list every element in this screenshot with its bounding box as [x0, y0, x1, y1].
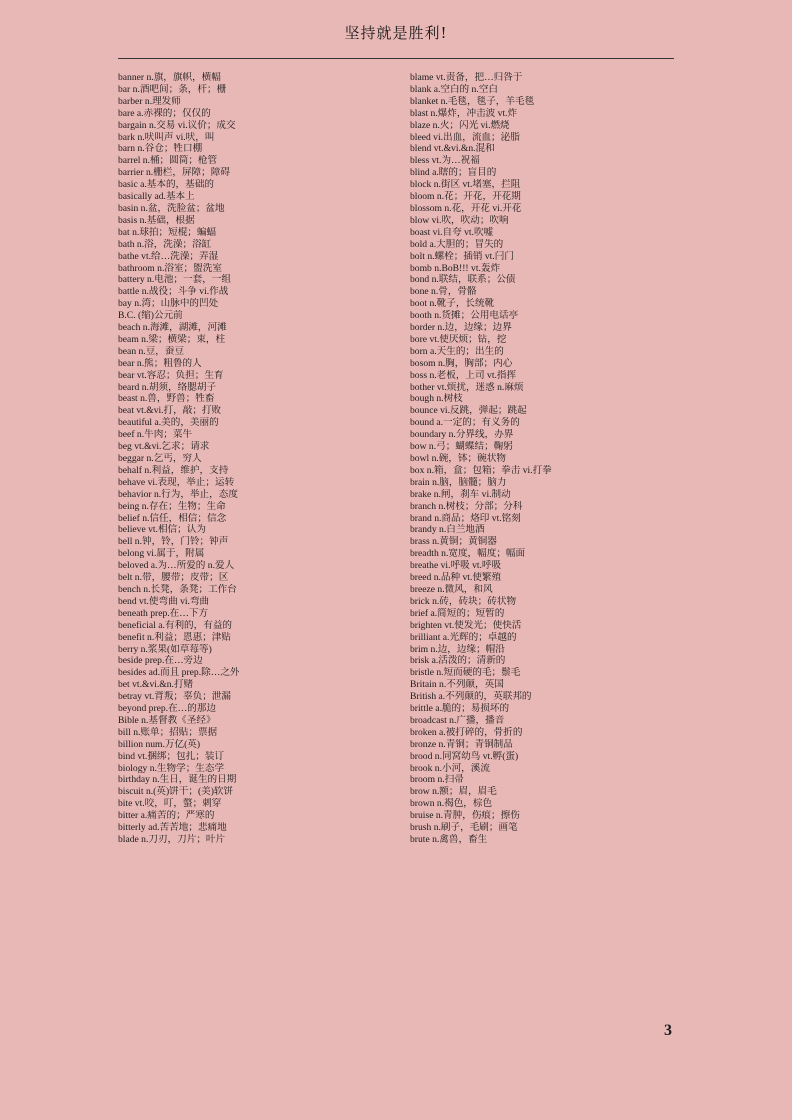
vocab-entry: barn n.谷仓；牲口棚: [118, 143, 203, 155]
vocab-entry: border n.边，边缘；边界: [410, 322, 512, 334]
vocab-entry: brook n.小河，溪流: [410, 762, 490, 774]
vocab-entry: bite vt.咬，叮，螫；刺穿: [118, 798, 222, 810]
vocab-entry: bleed vi.出血，流血；泌脂: [410, 131, 520, 143]
vocab-entry: blend vt.&vi.&n.混和: [410, 143, 495, 155]
vocab-entry: blame vt.责备，把…归咎于: [410, 72, 523, 83]
vocab-entry: blank a.空白的 n.空白: [410, 83, 498, 95]
vocab-entry: barrel n.桶；圆筒；枪管: [118, 155, 218, 167]
vocab-entry: box n.箱，盒；包箱；拳击 vi.打拳: [410, 464, 552, 476]
vocab-entry: bronze n.青铜；青铜制品: [410, 738, 513, 750]
vocab-entry: brute n.禽兽，畜生: [410, 834, 488, 845]
vocab-entry: bosom n.胸，胸部；内心: [410, 357, 513, 369]
vocab-entry: berry n.浆果(如草莓等): [118, 643, 212, 655]
page-header: 坚持就是胜利!: [344, 24, 448, 42]
vocab-entry: basis n.基础，根据: [118, 214, 195, 226]
vocab-entry: biology n.生物学；生态学: [118, 762, 225, 774]
vocab-entry: bend vt.使弯曲 vi.弯曲: [118, 595, 210, 607]
vocab-entry: beg vt.&vi.乞求；请求: [118, 441, 210, 453]
vocab-entry: bold a.大胆的；冒失的: [410, 238, 504, 250]
vocab-entry: brush n.刷子，毛刷；画笔: [410, 822, 518, 834]
vocab-entry: bowl n.碗，钵；碗状物: [410, 453, 506, 464]
vocab-entry: bell n.钟，铃，门铃；钟声: [118, 536, 229, 548]
vocab-entry: behavior n.行为，举止，态度: [118, 488, 238, 500]
vocab-entry: bristle n.短而硬的毛；鬃毛: [410, 667, 521, 679]
header-rule: [118, 58, 674, 59]
vocab-entry: battle n.战役；斗争 vi.作战: [118, 286, 229, 298]
vocab-entry: behalf n.利益，维护，支持: [118, 464, 229, 476]
vocab-entry: broken a.被打碎的，骨折的: [410, 726, 523, 738]
vocab-entry: basic a.基本的，基础的: [118, 179, 214, 191]
vocab-entry: beard n.胡须，络腮胡子: [118, 381, 217, 393]
vocab-entry: born a.天生的；出生的: [410, 345, 504, 357]
vocab-entry: besides ad.而且 prep.除…之外: [118, 667, 240, 679]
vocab-entry: brown n.褐色，棕色: [410, 798, 493, 810]
vocab-entry: branch n.树枝；分部；分科: [410, 500, 523, 512]
vocab-entry: belong vi.属于，附属: [118, 548, 205, 560]
vocab-entry: bitterly ad.苦苦地；悲痛地: [118, 822, 227, 834]
vocab-entry: betray vt.背叛；辜负；泄漏: [118, 691, 231, 703]
vocab-entry: birthday n.生日，诞生的日期: [118, 774, 237, 786]
vocab-entry: bear n.熊；粗鲁的人: [118, 357, 202, 369]
vocab-entry: bind vt.捆绑；包扎；装订: [118, 750, 225, 762]
vocab-entry: beloved a.为…所爱的 n.爱人: [118, 560, 235, 572]
vocab-entry: bless vt.为…祝福: [410, 155, 480, 167]
vocab-entry: bathe vt.给…洗澡；弄湿: [118, 250, 219, 262]
vocab-entry: blaze n.火；闪光 vi.燃烧: [410, 119, 510, 131]
vocab-entry: bitter a.痛苦的；严寒的: [118, 810, 215, 822]
vocab-entry: bench n.长凳，条凳；工作台: [118, 583, 237, 595]
vocab-entry: beef n.牛肉；菜牛: [118, 429, 193, 441]
vocab-entry: brisk a.活泼的；清新的: [410, 655, 506, 667]
vocab-entry: boast vi.自夸 vt.吹嘘: [410, 226, 494, 238]
vocab-entry: brick n.砖，砖块；砖状物: [410, 595, 517, 607]
vocab-entry: blanket n.毛毯，毯子，羊毛毯: [410, 95, 535, 107]
vocab-entry: bough n.树枝: [410, 393, 463, 405]
vocab-entry: brief a.简短的；短暂的: [410, 607, 505, 619]
vocab-entry: beat vt.&vi.打，敲；打败: [118, 405, 222, 417]
vocab-entry: boundary n.分界线，办界: [410, 429, 514, 441]
vocab-entry: billion num.万亿(英): [118, 738, 201, 750]
vocab-entry: behave vi.表现，举止；运转: [118, 476, 235, 488]
vocab-entry: brow n.额；眉，眉毛: [410, 786, 497, 798]
vocab-entry: brain n.脑，脑髓；脑力: [410, 476, 507, 488]
vocab-entry: block n.街区 vt.堵塞，拦阻: [410, 179, 521, 191]
vocab-entry: bill n.账单；招贴；票据: [118, 726, 218, 738]
vocab-entry: bare a.赤裸的；仅仅的: [118, 107, 211, 119]
vocab-entry: booth n.货摊；公用电话亭: [410, 310, 519, 322]
vocab-entry: believe vt.相信；认为: [118, 524, 206, 536]
vocab-entry: blast n.爆炸，冲击波 vt.炸: [410, 107, 518, 119]
vocab-entry: breed n.品种 vt.使繁殖: [410, 572, 502, 584]
vocab-entry: blind a.瞎的；盲目的: [410, 167, 497, 179]
vocab-entry: brim n.边，边缘；帽沿: [410, 643, 505, 655]
vocab-entry: bar n.酒吧间；条，杆；栅: [118, 83, 227, 95]
vocab-entry: breathe vi.呼吸 vt.呼吸: [410, 560, 502, 572]
vocab-entry: brood n.同窝幼鸟 vt.孵(蛋): [410, 750, 519, 762]
vocab-entry: breadth n.宽度，幅度；幅面: [410, 548, 526, 560]
vocab-entry: bow n.弓；蝴蝶结；鞠躬: [410, 441, 513, 453]
vocab-entry: bother vt.烦扰，迷惑 n.麻烦: [410, 381, 524, 393]
vocab-entry: brittle a.脆的；易损坏的: [410, 703, 510, 715]
vocab-entry: broom n.扫帚: [410, 774, 464, 786]
vocab-entry: beast n.兽，野兽；牲畜: [118, 393, 215, 405]
vocab-entry: beggar n.乞丐，穷人: [118, 453, 202, 464]
vocab-entry: bet vt.&vi.&n.打赌: [118, 679, 194, 691]
vocab-entry: B.C. (缩)公元前: [118, 310, 183, 322]
vocab-entry: beach n.海滩，湖滩，河滩: [118, 322, 227, 334]
vocab-entry: biscuit n.(英)饼干；(美)软饼: [118, 786, 234, 798]
vocab-entry: banner n.旗，旗帜，横幅: [118, 72, 221, 83]
vocab-entry: beam n.梁；横梁；束，柱: [118, 333, 226, 345]
vocab-entry: bath n.浴，洗澡；浴缸: [118, 238, 212, 250]
vocab-entry: barrier n.栅栏，屏障；障碍: [118, 167, 230, 179]
vocab-entry: Britain n.不列颠，英国: [410, 679, 504, 691]
vocab-entry: bounce vi.反跳，弹起；跳起: [410, 405, 527, 417]
vocab-entry: bound a.一定的；有义务的: [410, 417, 520, 429]
vocab-entry: bat n.球拍；短棍；蝙蝠: [118, 226, 217, 238]
vocab-entry: breeze n.微风，和风: [410, 583, 493, 595]
vocab-entry: battery n.电池；一套，一组: [118, 274, 231, 286]
vocab-entry: beneficial a.有利的，有益的: [118, 619, 233, 631]
vocab-entry: belt n.带，腰带；皮带；区: [118, 572, 229, 584]
vocab-entry: brake n.闸，刹车 vi.制动: [410, 488, 511, 500]
vocab-entry: boot n.靴子，长统靴: [410, 298, 495, 310]
vocab-entry: bean n.豆，蚕豆: [118, 345, 185, 357]
vocab-entry: beyond prep.在…的那边: [118, 703, 217, 715]
vocab-entry: bone n.骨，骨骼: [410, 286, 477, 298]
vocab-entry: basically ad.基本上: [118, 191, 195, 203]
vocab-entry: blow vi.吹，吹动；吹响: [410, 214, 509, 226]
vocab-entry: boss n.老板，上司 vt.指挥: [410, 369, 517, 381]
vocab-entry: bark n.吠叫声 vi.吠，叫: [118, 131, 215, 143]
vocab-entry: bond n.联结，联系；公债: [410, 274, 516, 286]
vocab-entry: brand n.商品；烙印 vt.铭刻: [410, 512, 521, 524]
vocab-entry: bathroom n.浴室；盥洗室: [118, 262, 222, 274]
vocab-entry: beside prep.在…旁边: [118, 655, 203, 667]
vocab-entry: brilliant a.光辉的；卓越的: [410, 631, 517, 643]
vocab-entry: bolt n.螺栓；插销 vt.闩门: [410, 250, 514, 262]
vocab-entry: bloom n.花；开花，开花期: [410, 191, 521, 203]
vocab-entry: brass n.黄铜；黄铜器: [410, 536, 497, 548]
left-vocab-column: [118, 72, 408, 846]
vocab-entry: basin n.盆，洗脸盆；盆地: [118, 202, 225, 214]
vocab-entry: barber n.理发师: [118, 95, 181, 107]
vocab-entry: bear vt.容忍；负担；生育: [118, 369, 224, 381]
vocab-entry: British a.不列颠的，英联邦的: [410, 691, 532, 703]
vocab-entry: being n.存在；生物；生命: [118, 500, 226, 512]
right-vocab-column: [410, 72, 700, 846]
vocab-entry: Bible n.基督教《圣经》: [118, 714, 216, 726]
vocab-entry: bore vt.使厌烦；钻，挖: [410, 333, 507, 345]
vocab-entry: brighten vt.使发光；使快活: [410, 619, 522, 631]
vocab-entry: brandy n.白兰地酒: [410, 524, 485, 536]
vocab-entry: bomb n.BoB!!! vt.轰炸: [410, 262, 501, 274]
vocab-entry: beneath prep.在…下方: [118, 607, 209, 619]
vocab-entry: belief n.信任，相信；信念: [118, 512, 227, 524]
vocab-entry: bargain n.交易 vi.议价；成交: [118, 119, 236, 131]
vocab-entry: blade n.刀刃，刀片；叶片: [118, 834, 226, 845]
page-number: 3: [664, 1022, 672, 1039]
vocab-entry: benefit n.利益；恩惠；津贴: [118, 631, 231, 643]
vocab-entry: bay n.湾；山脉中的凹处: [118, 298, 219, 310]
vocab-entry: bruise n.青肿，伤痕；擦伤: [410, 810, 520, 822]
vocab-entry: broadcast n.广播，播音: [410, 714, 505, 726]
vocab-entry: blossom n.花，开花 vi.开花: [410, 202, 522, 214]
vocab-entry: beautiful a.美的，美丽的: [118, 417, 219, 429]
